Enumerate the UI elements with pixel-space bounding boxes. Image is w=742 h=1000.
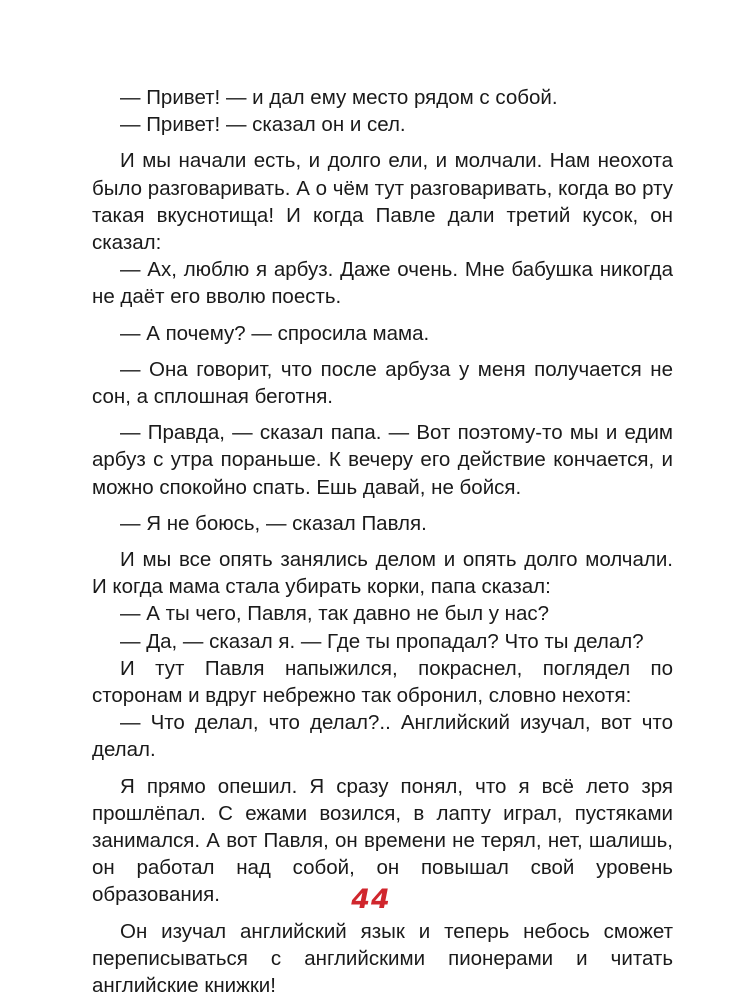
paragraph-15: Он изучал английский язык и теперь небось сможет переписываться с английскими пионерами и читать английские книжки! bbox=[92, 919, 673, 998]
paragraph-12: И тут Павля напыжился, покраснел, поглядел по сторонам и вдруг небрежно так обронил, словно нехотя: bbox=[92, 656, 673, 708]
paragraph-3: И мы начали есть, и долго ели, и молчали. Нам неохота было разговаривать. А о чём тут разговаривать, когда во рту такая вкуснотища! И когда Павле дали третий кусок, он сказал: bbox=[92, 149, 673, 255]
paragraph-7: — Правда, — сказал папа. — Вот поэтому-то мы и едим арбуз с утра пораньше. К вечеру его действие кончается, и можно спокойно спать. Ешь давай, не бойся. bbox=[92, 421, 673, 499]
paragraph-13: — Что делал, что делал?.. Английский изучал, вот что делал. bbox=[92, 711, 673, 762]
paragraph-2: — Привет! — сказал он и сел. bbox=[120, 113, 406, 137]
paragraph-14: Я прямо опешил. Я сразу понял, что я всё лето зря прошлёпал. С ежами возился, в лапту играл, пустяками занимался. А вот Павля, он времени не терял, нет, шалишь, он работал над собой, он повышал свой уровень образования. bbox=[92, 774, 673, 907]
paragraph-8: — Я не боюсь, — сказал Павля. bbox=[120, 511, 427, 535]
paragraph-1: — Привет! — и дал ему место рядом с собой. bbox=[120, 86, 558, 109]
paragraph-4: — Ах, люблю я арбуз. Даже очень. Мне бабушка никогда не даёт его вволю поесть. bbox=[92, 258, 673, 309]
paragraph-5: — А почему? — спросила мама. bbox=[120, 321, 430, 345]
page-number: 44 bbox=[351, 884, 391, 915]
paragraph-6: — Она говорит, что после арбуза у меня получается не сон, а сплошная беготня. bbox=[92, 357, 673, 409]
body-text bbox=[92, 84, 673, 999]
paragraph-11: — Да, — сказал я. — Где ты пропадал? Что ты делал? bbox=[120, 629, 644, 653]
paragraph-9: И мы все опять занялись делом и опять долго молчали. И когда мама стала убирать корки, папа сказал: bbox=[92, 548, 673, 599]
paragraph-10: — А ты чего, Павля, так давно не был у нас? bbox=[120, 602, 550, 626]
